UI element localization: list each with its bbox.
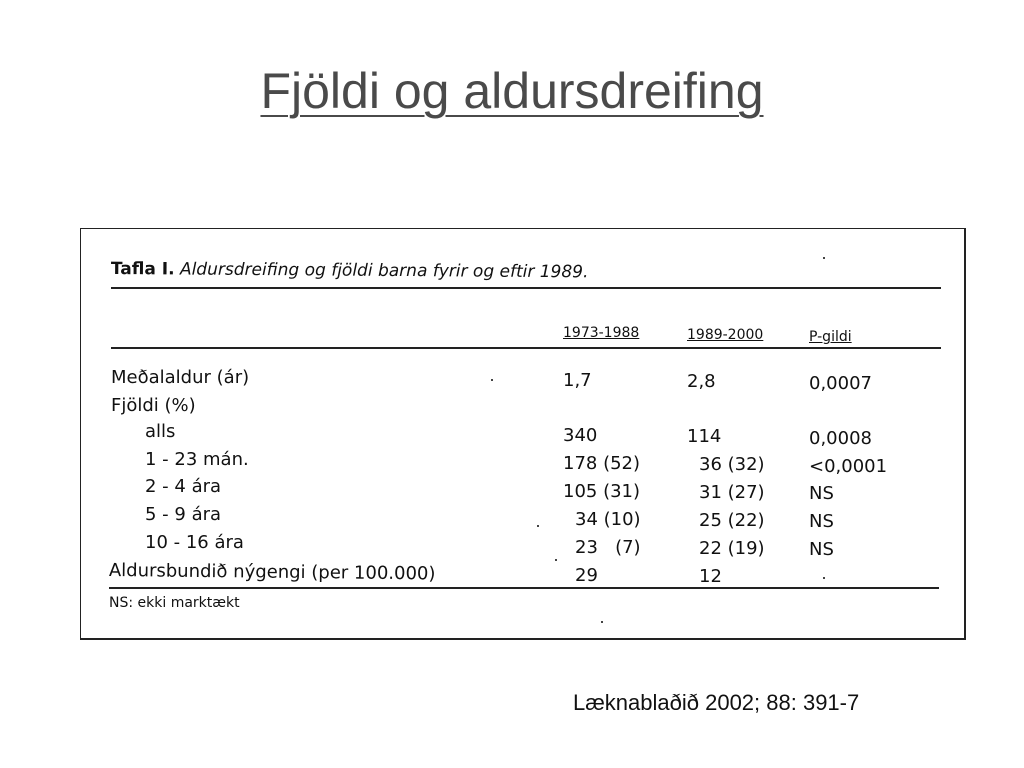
- bottom-rule: [109, 587, 939, 589]
- row-p-value: NS: [809, 539, 834, 560]
- row-value-1989: 31 (27): [699, 482, 765, 503]
- header-1989-2000: 1989-2000: [687, 327, 764, 343]
- row-value-1989: 12: [699, 566, 722, 587]
- table-footnote: NS: ekki marktækt: [109, 595, 240, 611]
- source-citation: Læknablaðið 2002; 88: 391-7: [573, 690, 860, 715]
- row-label: Aldursbundið nýgengi (per 100.000): [108, 560, 436, 585]
- scan-speck: [491, 379, 493, 381]
- row-value-1973: 29: [575, 565, 598, 586]
- slide-title: Fjöldi og aldursdreifing: [260, 63, 764, 119]
- row-label: 1 - 23 mán.: [145, 449, 249, 470]
- row-label: 5 - 9 ára: [145, 504, 222, 525]
- row-label: 10 - 16 ára: [145, 532, 244, 553]
- scan-speck: [823, 577, 825, 579]
- scanned-table: [80, 228, 966, 640]
- table-caption-text: Aldursdreifing og fjöldi barna fyrir og eftir 1989.: [179, 259, 589, 283]
- scan-speck: [823, 257, 825, 259]
- row-value-1989: 25 (22): [699, 510, 765, 531]
- scan-speck: [555, 559, 557, 561]
- row-p-value: NS: [809, 483, 834, 504]
- table-caption-label: Tafla I.: [110, 259, 175, 280]
- table-caption: [111, 259, 589, 282]
- row-p-value: NS: [809, 511, 834, 532]
- row-label: Fjöldi (%): [111, 395, 196, 416]
- header-p-value: P-gildi: [809, 329, 852, 345]
- scan-speck: [537, 525, 539, 527]
- row-label: 2 - 4 ára: [145, 476, 222, 497]
- row-value-1989: 2,8: [687, 371, 716, 392]
- caption-rule: [111, 287, 941, 289]
- row-value-1973: 105 (31): [563, 481, 641, 502]
- scan-speck: [601, 621, 603, 623]
- row-value-1989: 114: [687, 426, 722, 447]
- header-rule: [111, 347, 941, 349]
- row-label: alls: [145, 421, 176, 442]
- row-value-1973: 178 (52): [563, 453, 641, 474]
- row-value-1973: 23 (7): [575, 537, 641, 558]
- row-value-1989: 36 (32): [699, 454, 765, 475]
- row-p-value: 0,0007: [809, 373, 872, 394]
- row-p-value: 0,0008: [809, 428, 872, 449]
- row-value-1989: 22 (19): [699, 538, 765, 559]
- row-value-1973: 1,7: [563, 370, 592, 391]
- row-value-1973: 34 (10): [575, 509, 641, 530]
- row-p-value: <0,0001: [809, 456, 888, 477]
- row-value-1973: 340: [563, 425, 598, 446]
- row-label: Meðalaldur (ár): [111, 367, 250, 388]
- header-1973-1988: 1973-1988: [563, 325, 640, 341]
